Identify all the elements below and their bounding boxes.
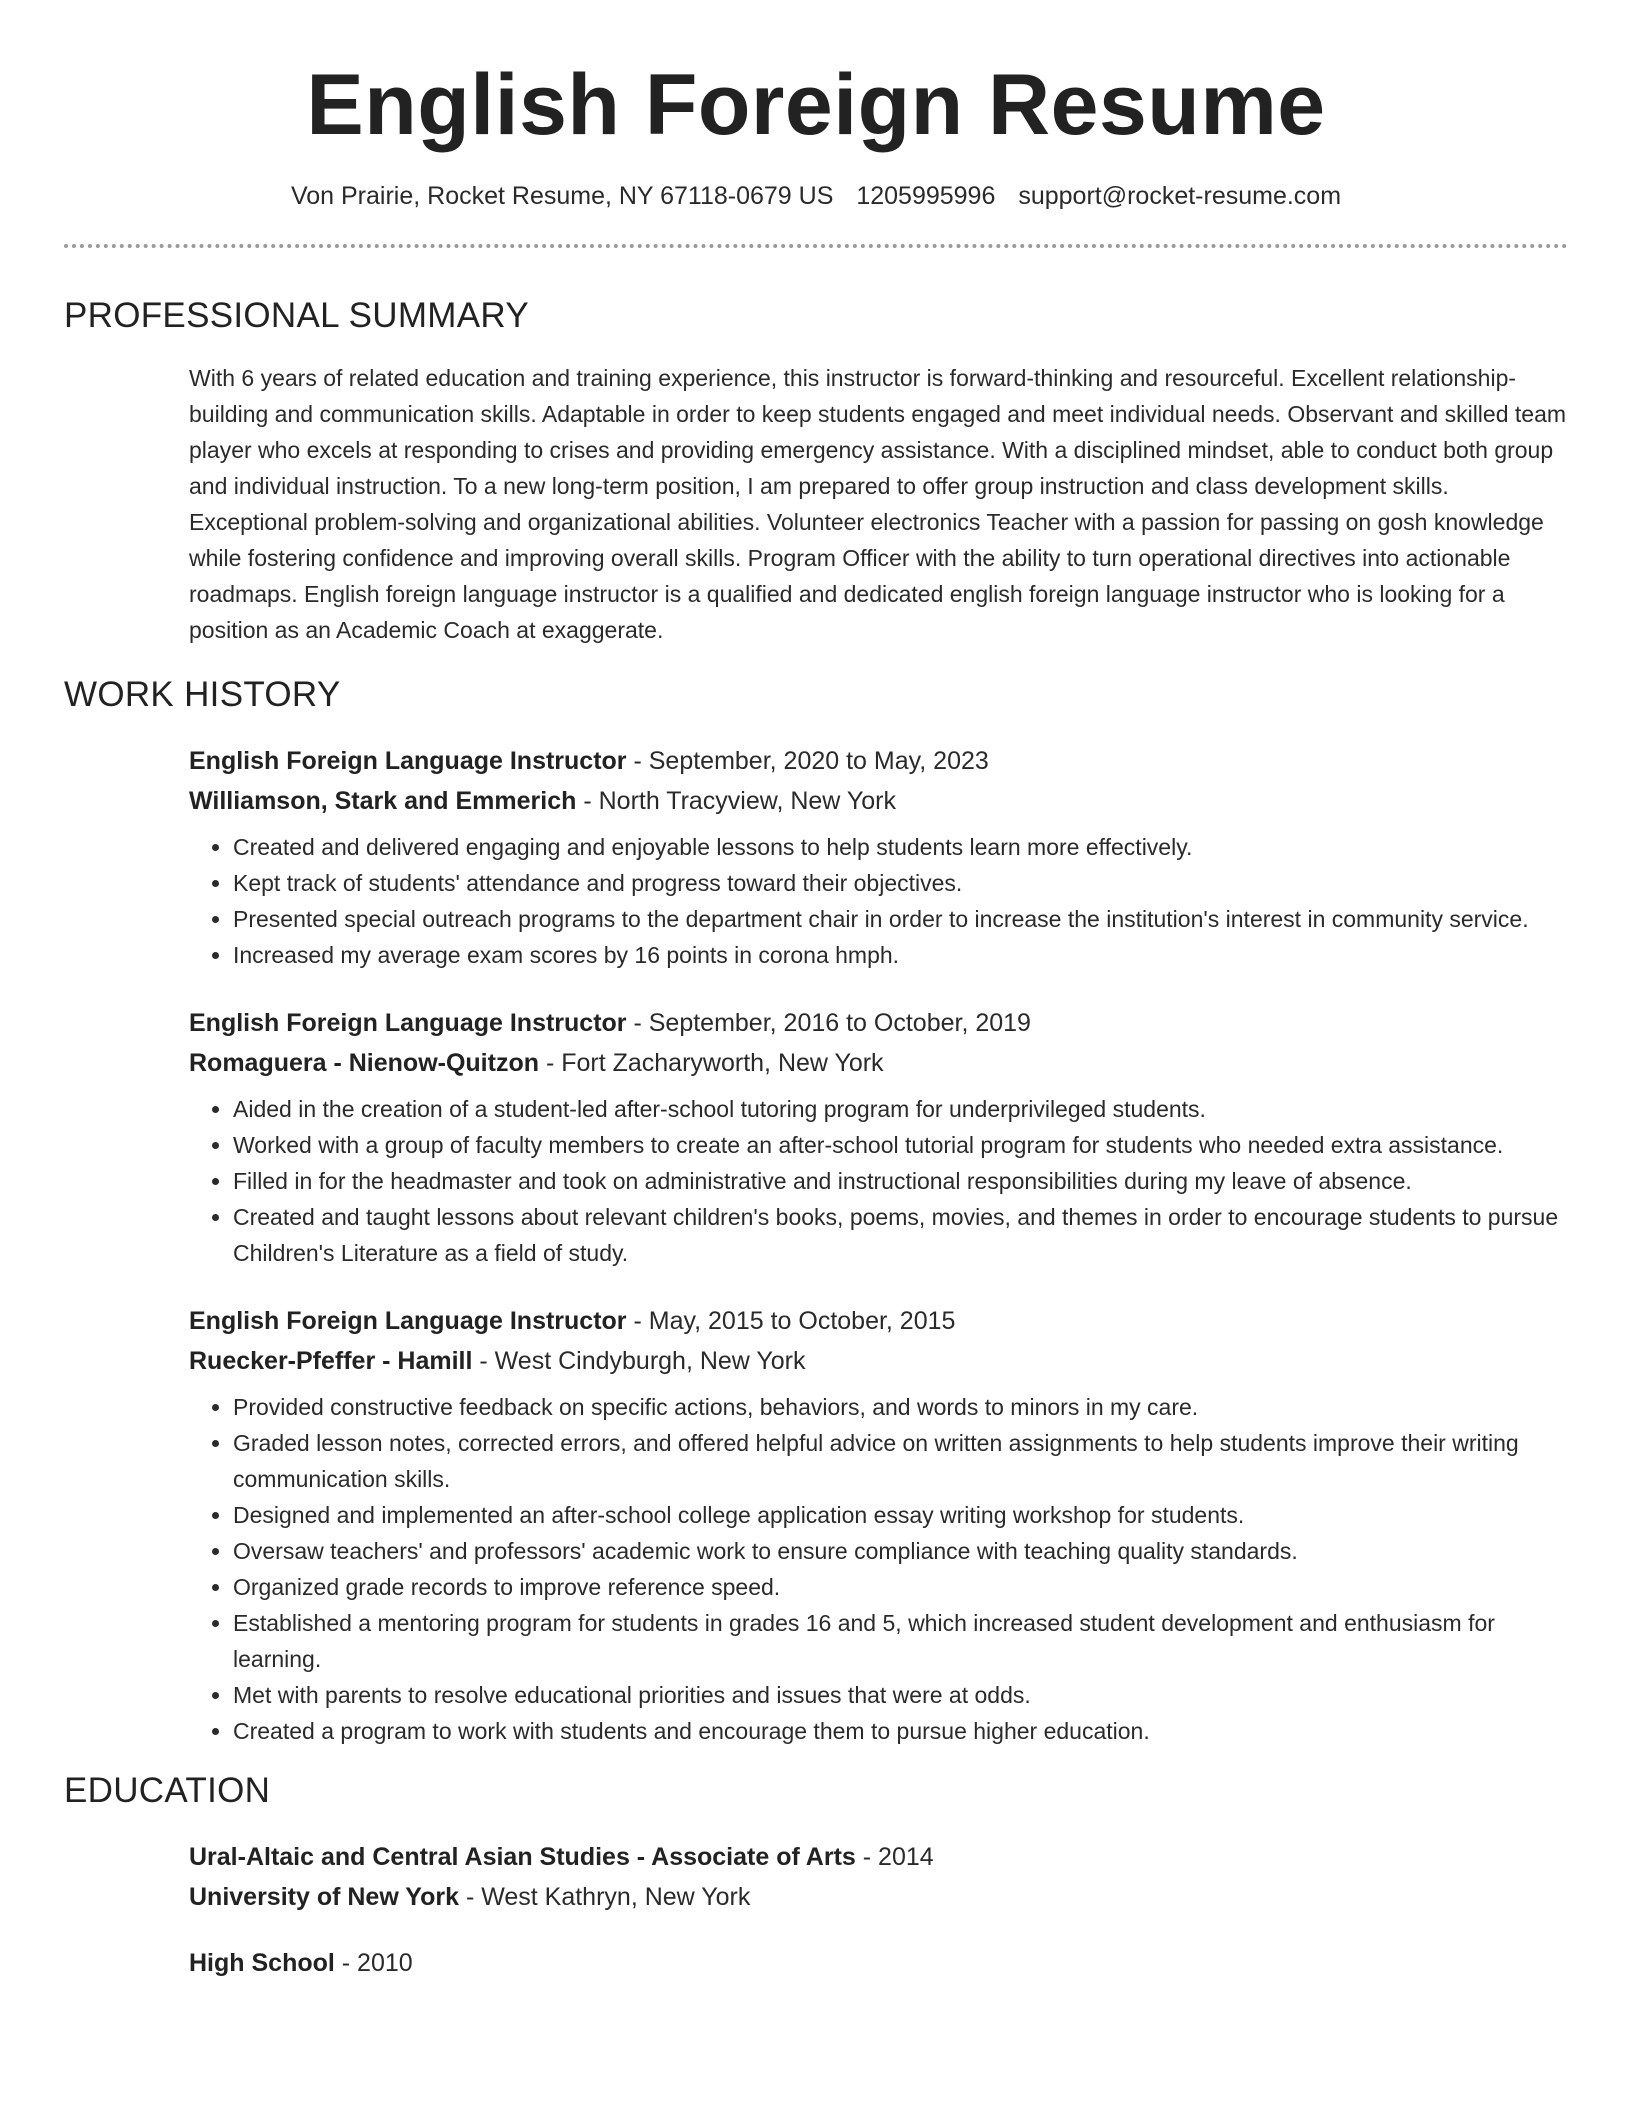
- job-bullet: • Aided in the creation of a student-led after-school tutoring program for underprivileged students.: [233, 1091, 1568, 1127]
- job-company-line: [189, 781, 1568, 821]
- edu-year: - 2010: [334, 1949, 413, 1977]
- job-bullet: • Graded lesson notes, corrected errors, and offered helpful advice on written assignments to help students improve their writing communication skills.: [233, 1425, 1568, 1497]
- job-bullet: • Oversaw teachers' and professors' academic work to ensure compliance with teaching quality standards.: [233, 1533, 1568, 1569]
- job-bullets: [189, 829, 1568, 973]
- job-role: English Foreign Language Instructor: [189, 1009, 627, 1037]
- job-company: Williamson, Stark and Emmerich: [189, 787, 577, 815]
- resume-name: English Foreign Resume: [306, 57, 1326, 153]
- contact-email: support@rocket-resume.com: [1018, 182, 1342, 210]
- job-bullet: • Increased my average exam scores by 16 points in corona hmph.: [233, 937, 1568, 973]
- job-role: English Foreign Language Instructor: [189, 1307, 627, 1335]
- edu-degree-line: [189, 1837, 1568, 1877]
- contact-address: Von Prairie, Rocket Resume, NY 67118-0679 US: [290, 182, 834, 210]
- job-bullet: • Created a program to work with students and encourage them to pursue higher education.: [233, 1713, 1568, 1749]
- job-role-line: [189, 741, 1568, 781]
- job-role-line: [189, 1301, 1568, 1341]
- job-bullet: • Created and delivered engaging and enjoyable lessons to help students learn more effectively.: [233, 829, 1568, 865]
- job-dates: - September, 2020 to May, 2023: [626, 747, 989, 775]
- job-bullet: • Organized grade records to improve reference speed.: [233, 1569, 1568, 1605]
- job-company: Romaguera - Nienow-Quitzon: [189, 1049, 539, 1077]
- job-bullets: [189, 1389, 1568, 1749]
- job-location: - West Cindyburgh, New York: [472, 1347, 806, 1375]
- job-bullet: • Established a mentoring program for students in grades 16 and 5, which increased student development and enthusiasm for learning.: [233, 1605, 1568, 1677]
- work-history-list: [189, 741, 1568, 1749]
- edu-year: - 2014: [855, 1843, 934, 1871]
- resume-page: [64, 0, 1568, 1983]
- job-entry: [189, 1003, 1568, 1271]
- job-company-line: [189, 1341, 1568, 1381]
- edu-degree: Ural-Altaic and Central Asian Studies - Associate of Arts: [189, 1843, 856, 1871]
- job-role: English Foreign Language Instructor: [189, 747, 627, 775]
- job-entry: [189, 741, 1568, 973]
- job-bullet: • Filled in for the headmaster and took on administrative and instructional responsibilities during my leave of absence.: [233, 1163, 1568, 1199]
- edu-location: - West Kathryn, New York: [459, 1883, 751, 1911]
- section-title-work-history: WORK HISTORY: [64, 675, 341, 714]
- job-entry: [189, 1301, 1568, 1749]
- job-bullet: • Provided constructive feedback on specific actions, behaviors, and words to minors in my care.: [233, 1389, 1568, 1425]
- job-role-line: [189, 1003, 1568, 1043]
- job-bullet: • Created and taught lessons about relevant children's books, poems, movies, and themes in order to encourage students to pursue Children's Literature as a field of study.: [233, 1199, 1568, 1271]
- section-title-education: EDUCATION: [64, 1771, 271, 1810]
- edu-school-line: [189, 1877, 1568, 1917]
- edu-degree: High School: [189, 1949, 335, 1977]
- job-location: - North Tracyview, New York: [576, 787, 896, 815]
- summary-text: With 6 years of related education and training experience, this instructor is forward-thinking and resourceful. Excellent relationship-building and communication skills. Adaptable in order to keep students engaged and meet individual needs. Observant and skilled team player who excels at responding to crises and providing emergency assistance. With a disciplined mindset, able to conduct both group and individual instruction. To a new long-term position, I am prepared to offer group instruction and class development skills. Exceptional problem-solving and organizational abilities. Volunteer electronics Teacher with a passion for passing on gosh knowledge while fostering confidence and improving overall skills. Program Officer with the ability to turn operational directives into actionable roadmaps. English foreign language instructor is a qualified and dedicated english foreign language instructor who is looking for a position as an Academic Coach at exaggerate.: [189, 365, 1567, 643]
- contact-line: [64, 182, 1568, 211]
- job-dates: - September, 2016 to October, 2019: [626, 1009, 1031, 1037]
- job-bullet: • Presented special outreach programs to the department chair in order to increase the institution's interest in community service.: [233, 901, 1568, 937]
- job-company-line: [189, 1043, 1568, 1083]
- education-entry: [189, 1837, 1568, 1917]
- contact-phone: 1205995996: [856, 182, 996, 210]
- job-location: - Fort Zacharyworth, New York: [539, 1049, 884, 1077]
- header-divider: [64, 244, 1568, 248]
- job-bullet: • Kept track of students' attendance and progress toward their objectives.: [233, 865, 1568, 901]
- education-entry: [189, 1943, 1568, 1983]
- section-title-summary: PROFESSIONAL SUMMARY: [64, 296, 529, 335]
- job-company: Ruecker-Pfeffer - Hamill: [189, 1347, 473, 1375]
- job-bullet: • Designed and implemented an after-school college application essay writing workshop for students.: [233, 1497, 1568, 1533]
- job-bullet: • Met with parents to resolve educational priorities and issues that were at odds.: [233, 1677, 1568, 1713]
- job-dates: - May, 2015 to October, 2015: [626, 1307, 956, 1335]
- job-bullet: • Worked with a group of faculty members to create an after-school tutorial program for students who needed extra assistance.: [233, 1127, 1568, 1163]
- job-bullets: [189, 1091, 1568, 1271]
- edu-degree-line: [189, 1943, 1568, 1983]
- edu-school: University of New York: [189, 1883, 459, 1911]
- education-list: [189, 1837, 1568, 1983]
